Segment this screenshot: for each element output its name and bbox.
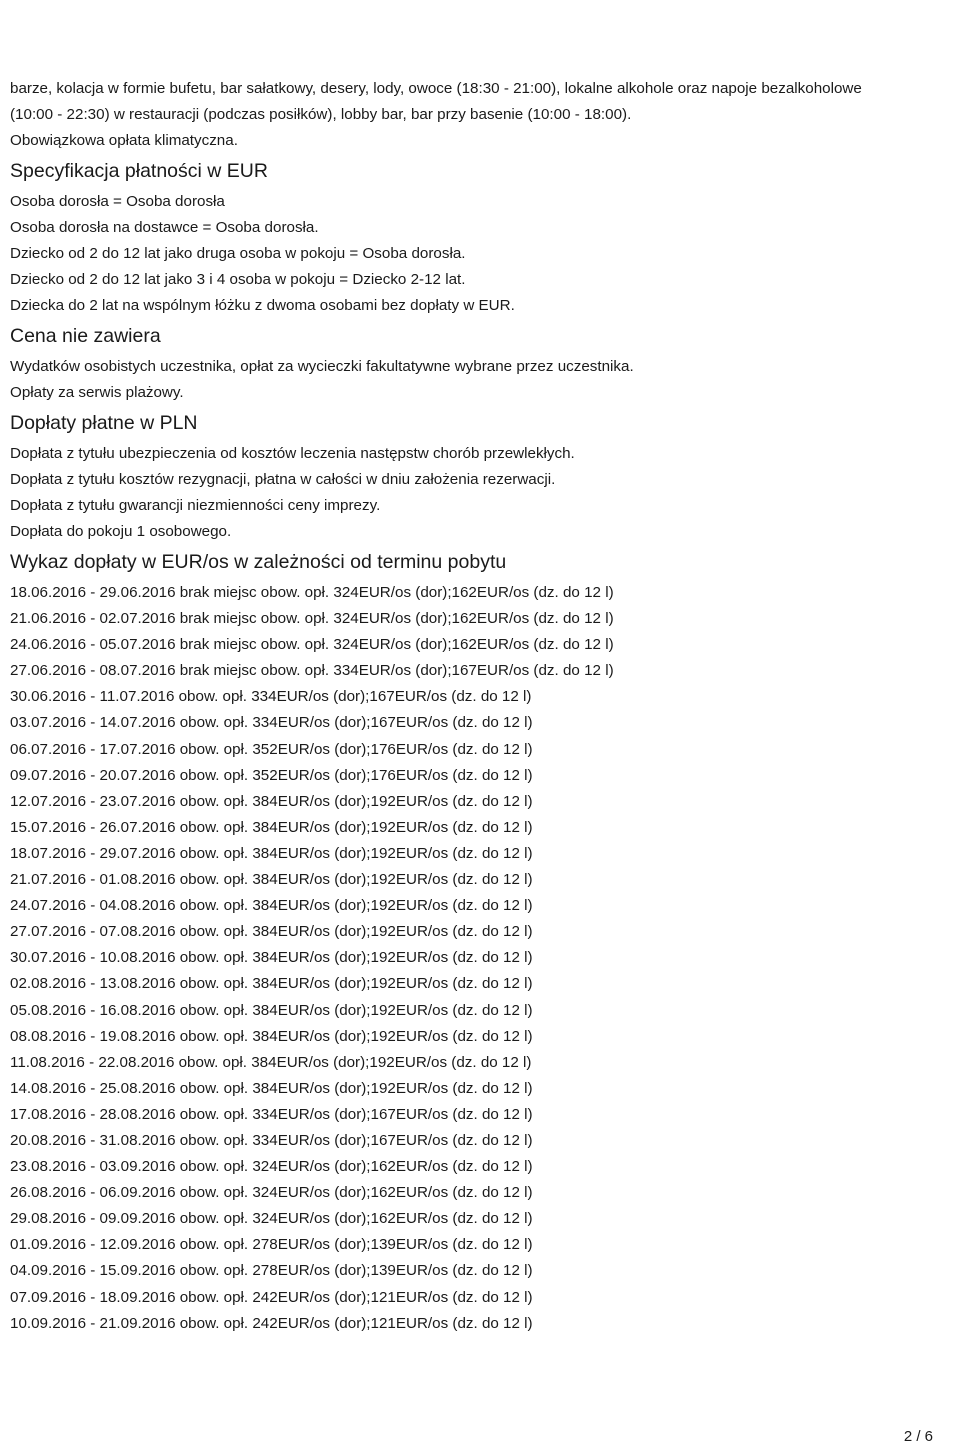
- spec-line: Dziecka do 2 lat na wspólnym łóżku z dwoma osobami bez dopłaty w EUR.: [10, 297, 515, 314]
- surcharge-item: 11.08.2016 - 22.08.2016 obow. opł. 384EUR/os (dor);192EUR/os (dz. do 12 l): [10, 1053, 532, 1071]
- surcharge-item: 06.07.2016 - 17.07.2016 obow. opł. 352EUR/os (dor);176EUR/os (dz. do 12 l): [10, 740, 533, 758]
- surcharge-item: 21.07.2016 - 01.08.2016 obow. opł. 384EUR/os (dor);192EUR/os (dz. do 12 l): [10, 871, 533, 889]
- surcharges-section: [10, 547, 955, 1337]
- surcharge-item: 27.06.2016 - 08.07.2016 brak miejsc obow. opł. 334EUR/os (dor);167EUR/os (dz. do 12 l): [10, 662, 614, 680]
- surcharges-heading: Wykaz dopłaty w EUR/os w zależności od terminu pobytu: [10, 551, 507, 573]
- surcharge-item: 30.07.2016 - 10.08.2016 obow. opł. 384EUR/os (dor);192EUR/os (dz. do 12 l): [10, 949, 533, 967]
- surcharge-item: 18.07.2016 - 29.07.2016 obow. opł. 384EUR/os (dor);192EUR/os (dz. do 12 l): [10, 844, 533, 862]
- spec-line: Dziecko od 2 do 12 lat jako druga osoba w pokoju = Osoba dorosła.: [10, 245, 466, 262]
- excluded-section: [10, 321, 955, 406]
- surcharge-item: 14.08.2016 - 25.08.2016 obow. opł. 384EUR/os (dor);192EUR/os (dz. do 12 l): [10, 1079, 533, 1097]
- surcharge-item: 12.07.2016 - 23.07.2016 obow. opł. 384EUR/os (dor);192EUR/os (dz. do 12 l): [10, 792, 533, 810]
- surcharge-item: 07.09.2016 - 18.09.2016 obow. opł. 242EUR/os (dor);121EUR/os (dz. do 12 l): [10, 1288, 533, 1306]
- surcharge-item: 18.06.2016 - 29.06.2016 brak miejsc obow. opł. 324EUR/os (dor);162EUR/os (dz. do 12 l): [10, 584, 614, 601]
- intro-section: [10, 76, 955, 154]
- pln-line: Dopłata z tytułu kosztów rezygnacji, płatna w całości w dniu założenia rezerwacji.: [10, 471, 556, 488]
- surcharge-item: 03.07.2016 - 14.07.2016 obow. opł. 334EUR/os (dor);167EUR/os (dz. do 12 l): [10, 714, 533, 732]
- surcharge-item: 27.07.2016 - 07.08.2016 obow. opł. 384EUR/os (dor);192EUR/os (dz. do 12 l): [10, 923, 533, 941]
- surcharge-item: 21.06.2016 - 02.07.2016 brak miejsc obow. opł. 324EUR/os (dor);162EUR/os (dz. do 12 l): [10, 610, 614, 628]
- spec-section: [10, 156, 955, 319]
- surcharge-item: 17.08.2016 - 28.08.2016 obow. opł. 334EUR/os (dor);167EUR/os (dz. do 12 l): [10, 1105, 533, 1123]
- surcharge-item: 24.06.2016 - 05.07.2016 brak miejsc obow. opł. 324EUR/os (dor);162EUR/os (dz. do 12 l): [10, 636, 614, 654]
- spec-heading: Specyfikacja płatności w EUR: [10, 160, 268, 182]
- surcharge-item: 20.08.2016 - 31.08.2016 obow. opł. 334EUR/os (dor);167EUR/os (dz. do 12 l): [10, 1131, 533, 1149]
- surcharge-item: 04.09.2016 - 15.09.2016 obow. opł. 278EUR/os (dor);139EUR/os (dz. do 12 l): [10, 1262, 533, 1280]
- excluded-line: Wydatków osobistych uczestnika, opłat za wycieczki fakultatywne wybrane przez uczestnika.: [10, 358, 634, 375]
- surcharge-item: 02.08.2016 - 13.08.2016 obow. opł. 384EUR/os (dor);192EUR/os (dz. do 12 l): [10, 975, 533, 993]
- surcharge-item: 15.07.2016 - 26.07.2016 obow. opł. 384EUR/os (dor);192EUR/os (dz. do 12 l): [10, 818, 533, 836]
- page-number: 2 / 6: [903, 1428, 933, 1445]
- surcharge-item: 29.08.2016 - 09.09.2016 obow. opł. 324EUR/os (dor);162EUR/os (dz. do 12 l): [10, 1210, 533, 1228]
- spec-line: Dziecko od 2 do 12 lat jako 3 i 4 osoba w pokoju = Dziecko 2-12 lat.: [10, 271, 466, 288]
- excluded-line: Opłaty za serwis plażowy.: [10, 384, 184, 401]
- pln-line: Dopłata z tytułu ubezpieczenia od kosztów leczenia następstw chorób przewlekłych.: [10, 445, 575, 462]
- pln-line: Dopłata z tytułu gwarancji niezmienności ceny imprezy.: [10, 497, 381, 514]
- surcharge-item: 10.09.2016 - 21.09.2016 obow. opł. 242EUR/os (dor);121EUR/os (dz. do 12 l): [10, 1314, 533, 1332]
- surcharge-list: [10, 580, 955, 1337]
- excluded-heading: Cena nie zawiera: [10, 325, 161, 347]
- intro-line: barze, kolacja w formie bufetu, bar sałatkowy, desery, lody, owoce (18:30 - 21:00), lokalne alkohole oraz napoje bezalkoholowe: [10, 80, 862, 97]
- intro-line: Obowiązkowa opłata klimatyczna.: [10, 132, 238, 149]
- pln-section: [10, 408, 955, 545]
- surcharge-item: 05.08.2016 - 16.08.2016 obow. opł. 384EUR/os (dor);192EUR/os (dz. do 12 l): [10, 1001, 533, 1019]
- surcharge-item: 30.06.2016 - 11.07.2016 obow. opł. 334EUR/os (dor);167EUR/os (dz. do 12 l): [10, 688, 532, 706]
- intro-line: (10:00 - 22:30) w restauracji (podczas posiłków), lobby bar, bar przy basenie (10:00 - 18:00).: [10, 106, 632, 123]
- pln-heading: Dopłaty płatne w PLN: [10, 412, 198, 434]
- surcharge-item: 01.09.2016 - 12.09.2016 obow. opł. 278EUR/os (dor);139EUR/os (dz. do 12 l): [10, 1236, 533, 1254]
- surcharge-item: 08.08.2016 - 19.08.2016 obow. opł. 384EUR/os (dor);192EUR/os (dz. do 12 l): [10, 1027, 533, 1045]
- surcharge-item: 26.08.2016 - 06.09.2016 obow. opł. 324EUR/os (dor);162EUR/os (dz. do 12 l): [10, 1184, 533, 1202]
- spec-line: Osoba dorosła na dostawce = Osoba dorosła.: [10, 219, 319, 236]
- pln-line: Dopłata do pokoju 1 osobowego.: [10, 523, 232, 540]
- document-body: [10, 76, 955, 1337]
- surcharge-item: 23.08.2016 - 03.09.2016 obow. opł. 324EUR/os (dor);162EUR/os (dz. do 12 l): [10, 1158, 533, 1176]
- surcharge-item: 09.07.2016 - 20.07.2016 obow. opł. 352EUR/os (dor);176EUR/os (dz. do 12 l): [10, 766, 533, 784]
- spec-line: Osoba dorosła = Osoba dorosła: [10, 193, 225, 210]
- surcharge-item: 24.07.2016 - 04.08.2016 obow. opł. 384EUR/os (dor);192EUR/os (dz. do 12 l): [10, 897, 533, 915]
